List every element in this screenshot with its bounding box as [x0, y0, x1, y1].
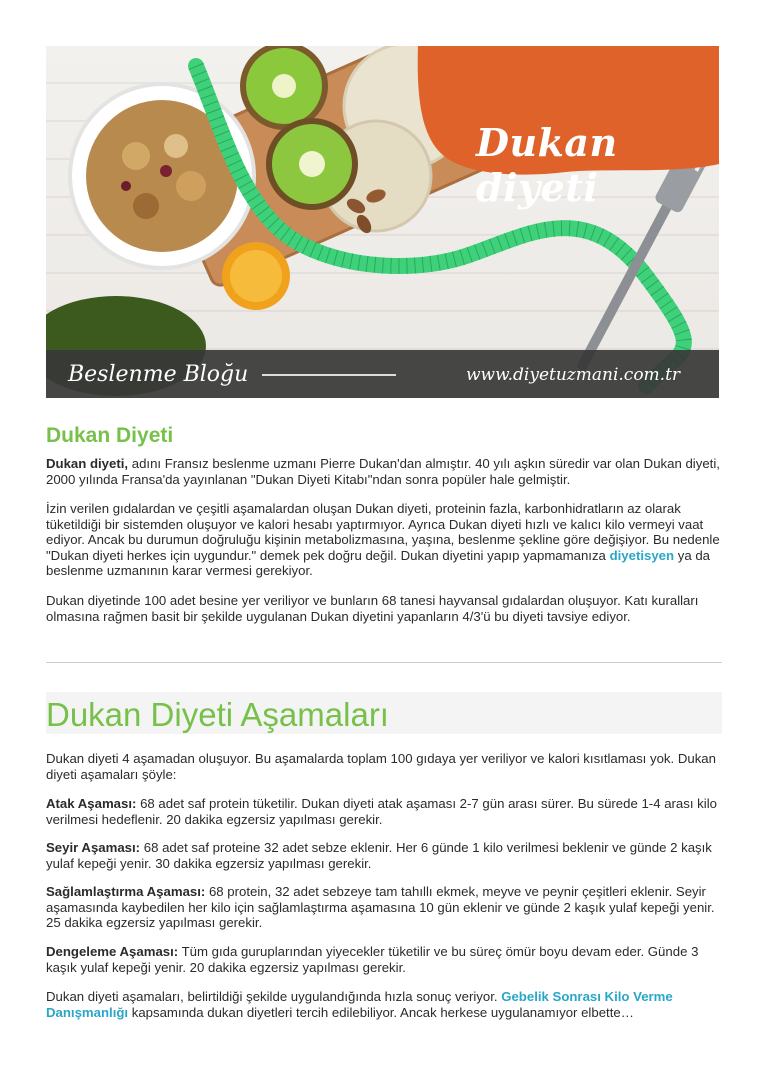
overview-text: İzin verilen gıdalardan ve çeşitli aşamalardan oluşan Dukan diyeti, proteinin fazla, karbonhidratların az olarak tüketildiği bir sistemden oluşuyor ve kalori hesabı yaptırmıyor. Ayrıca Dukan diyeti hızlı ve kalıcı kilo vermeyi vaat ediyor. Ancak bu durumun doğruluğu kişinin metabolizmasına, yaşına, beslenme şekline göre değişiyor. Bu nedenle "Dukan diyeti herkes için uygundur." demek pek doğru değil. Dukan diyetini yapıp yapmamanıza [46, 501, 720, 563]
paragraph-foods: Dukan diyetinde 100 adet besine yer veriliyor ve bunların 68 tanesi hayvansal gıdalardan oluşuyor. Katı kuralları olmasına rağmen basit bir şekilde uygulanan Dukan diyetini yapanların 4/3'ü bu diyeti tavsiye ediyor. [46, 593, 699, 624]
phase-text: 68 protein, 32 adet sebzeye tam tahıllı ekmek, meyve ve peynir çeşitleri eklenir. Seyir aşamasında kaybedilen her kilo için sağlamlaştırma aşamasına 10 gün eklenir ve günde 2 kaşık yulaf kepeği yenir. 25 dakika egzersiz yapılması gerekir. [46, 884, 715, 931]
hero-divider [262, 374, 396, 376]
phases-intro: Dukan diyeti 4 aşamadan oluşuyor. Bu aşamalarda toplam 100 gıdaya yer veriliyor ve kalori kısıtlaması yok. Dukan diyeti aşamaları şöyle: [46, 751, 716, 782]
phase-item [46, 796, 722, 827]
phase-item [46, 884, 722, 931]
blog-label: Beslenme Bloğu [68, 362, 249, 387]
phase-text: 68 adet saf protein tüketilir. Dukan diyeti atak aşaması 2-7 gün arası sürer. Bu sürede 1-4 arası kilo verilmesi hedeflenir. 20 dakika egzersiz yapılması gerekir. [46, 796, 717, 827]
food-illustration [46, 46, 719, 398]
phase-label: Atak Aşaması: [46, 796, 137, 811]
phases-heading: Dukan Diyeti Aşamaları [46, 696, 389, 733]
paragraph-overview [46, 501, 722, 579]
kiwi-middle [266, 118, 358, 210]
dietitian-link[interactable]: diyetisyen [609, 547, 675, 563]
hero-title: Dukan diyeti [476, 120, 618, 210]
paragraph-intro [46, 456, 722, 487]
article-heading: Dukan Diyeti [46, 424, 174, 447]
phases-outro [46, 989, 722, 1020]
phase-item [46, 944, 722, 975]
phase-text: Tüm gıda guruplarından yiyecekler tüketilir ve bu süreç ömür boyu devam eder. Günde 3 kaşık yulaf kepeği yenir. 20 dakika egzersiz yapılması gerekir. [46, 944, 699, 975]
section-divider [46, 662, 722, 663]
phase-text: 68 adet saf proteine 32 adet sebze eklenir. Her 6 günde 1 kilo verilmesi beklenir ve günde 2 kaşık yulaf kepeği yenir. 30 dakika egzersiz yapılması gerekir. [46, 840, 712, 871]
phase-item [46, 840, 722, 871]
phase-label: Sağlamlaştırma Aşaması: [46, 884, 206, 899]
hero-banner-image [46, 46, 719, 398]
intro-bold: Dukan diyeti, [46, 456, 129, 471]
outro-text: Dukan diyeti aşamaları, belirtildiği şekilde uygulandığında hızla sonuç veriyor. [46, 989, 502, 1004]
outro-text-end: kapsamında dukan diyetleri tercih edilebiliyor. Ancak herkese uygulanamıyor elbette… [128, 1004, 634, 1020]
postpartum-consulting-link[interactable]: Gebelik Sonrası Kilo Verme Danışmanlığı [46, 989, 673, 1020]
intro-text: adını Fransız beslenme uzmanı Pierre Dukan'dan almıştır. 40 yılı aşkın süredir var olan Dukan diyeti, 2000 yılında Fransa'da yayınlanan "Dukan Diyeti Kitabı"ndan sonra popüler hale gelmiştir. [46, 456, 720, 487]
hero-footer-bar [46, 350, 719, 398]
overview-text-end: ya da beslenme uzmanının karar vermesi gerekiyor. [46, 547, 711, 579]
phase-label: Seyir Aşaması: [46, 840, 141, 855]
site-url: www.diyetuzmani.com.tr [466, 365, 681, 385]
granola-bowl [70, 84, 254, 268]
phase-label: Dengeleme Aşaması: [46, 944, 179, 959]
phases-heading-box [46, 692, 722, 734]
kiwi-top [240, 46, 328, 130]
honey-jar [222, 242, 290, 310]
